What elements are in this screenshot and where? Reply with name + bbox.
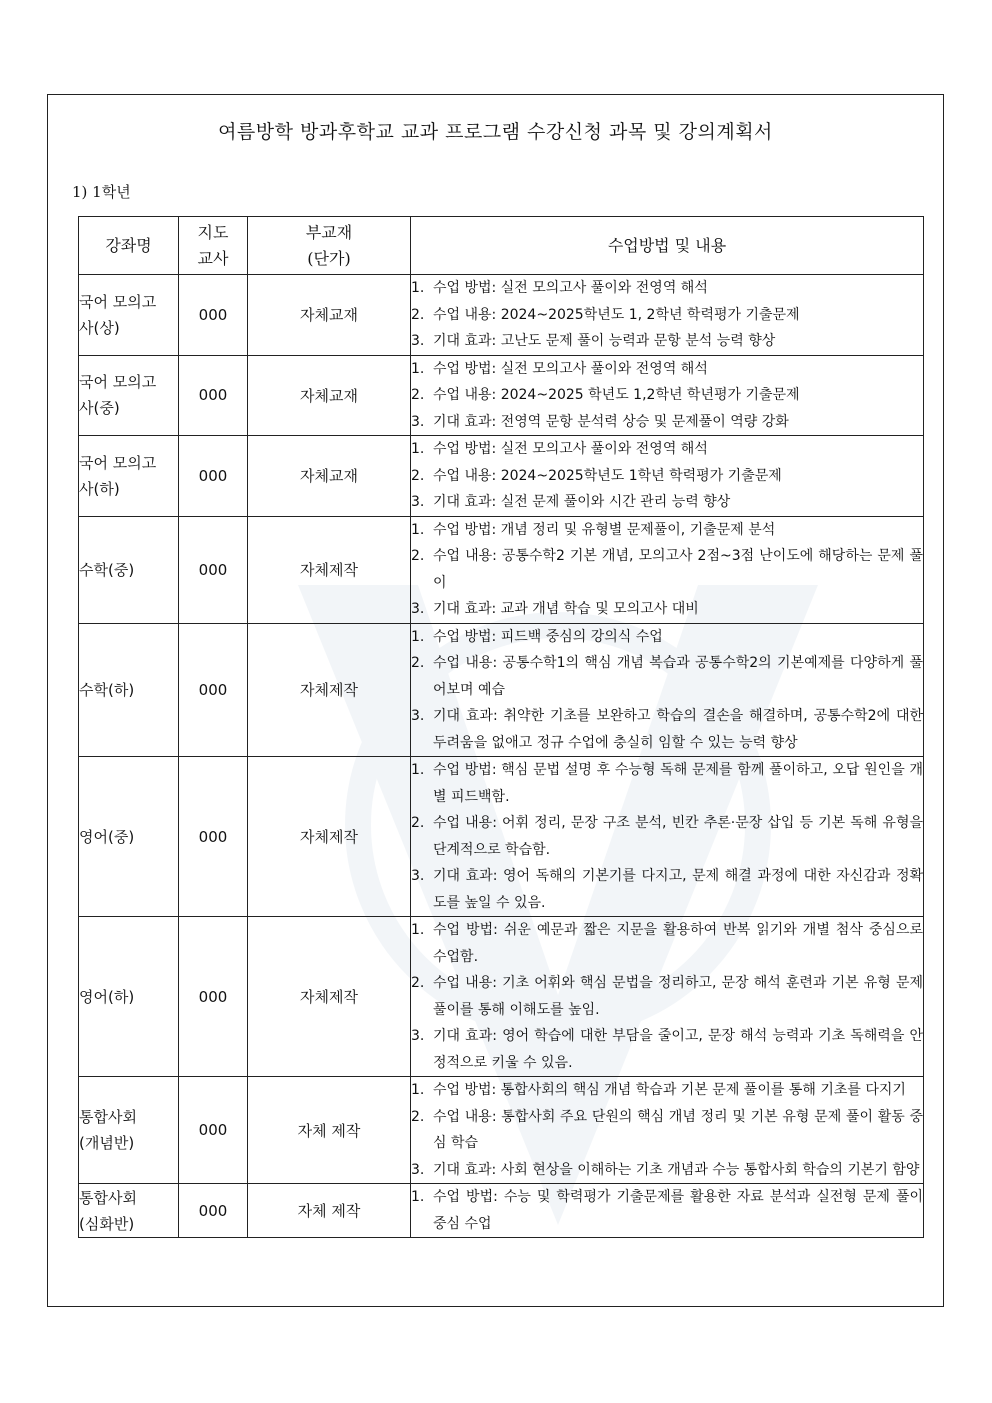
content-list (411, 917, 923, 1076)
course-name-line: 사(하) (79, 479, 120, 498)
document-title: 여름방학 방과후학교 교과 프로그램 수강신청 과목 및 강의계획서 (218, 121, 773, 143)
item-text: 수업 방법: 핵심 문법 설명 후 수능형 독해 문제를 함께 풀이하고, 오답 원인을 개별 피드백함. (433, 762, 923, 805)
content-list (411, 624, 923, 757)
teacher-cell: 000 (179, 917, 248, 1077)
item-number: 2. (411, 1108, 425, 1125)
item-text: 수업 방법: 개념 정리 및 유형별 문제풀이, 기출문제 분석 (433, 521, 776, 538)
item-number: 3. (411, 708, 425, 724)
teacher-cell: 000 (179, 355, 248, 436)
item-number: 2. (411, 815, 425, 831)
material-cell: 자체교재 (248, 275, 411, 356)
item-text: 기대 효과: 고난도 문제 풀이 능력과 문항 분석 능력 향상 (433, 333, 776, 349)
material-cell: 자체제작 (248, 516, 411, 623)
item-text: 수업 내용: 어휘 정리, 문장 구조 분석, 빈칸 추론·문장 삽입 등 기본 독해 유형을 단계적으로 학습함. (433, 815, 923, 858)
item-number: 2. (411, 975, 425, 991)
header-teacher: 지도 교사 (179, 217, 248, 275)
list-item (411, 517, 923, 544)
item-number: 3. (411, 413, 425, 430)
item-number: 3. (411, 1028, 425, 1044)
course-name-cell (79, 355, 179, 436)
item-number: 2. (411, 655, 425, 671)
content-list (411, 757, 923, 916)
item-text: 수업 내용: 2024~2025 학년도 1,2학년 학년평가 기출문제 (433, 387, 800, 403)
course-name-line: 국어 모의고 (79, 453, 157, 472)
item-text: 수업 내용: 공통수학1의 핵심 개념 복습과 공통수학2의 기본예제를 다양하게 풀어보며 예습 (433, 655, 923, 698)
table-row (79, 355, 924, 436)
list-item (411, 703, 923, 756)
course-name-cell (79, 757, 179, 917)
section-heading: 1) 1학년 (72, 183, 131, 201)
item-number: 1. (411, 1082, 425, 1098)
item-number: 1. (411, 1189, 425, 1205)
teacher-cell: 000 (179, 275, 248, 356)
course-name-line: 통합사회 (79, 1188, 137, 1207)
table-row (79, 1184, 924, 1238)
content-cell (411, 757, 924, 917)
list-item (411, 328, 923, 355)
course-name-line: 수학(하) (79, 680, 135, 699)
item-number: 1. (411, 628, 425, 645)
item-number: 1. (411, 360, 425, 377)
item-number: 3. (411, 601, 425, 617)
item-text: 기대 효과: 사회 현상을 이해하는 기초 개념과 수능 통합사회 학습의 기본기 함양 (433, 1161, 920, 1178)
item-number: 2. (411, 387, 425, 403)
list-item (411, 543, 923, 596)
list-item (411, 302, 923, 329)
list-item (411, 810, 923, 863)
teacher-cell: 000 (179, 516, 248, 623)
item-number: 3. (411, 868, 425, 884)
item-text: 수업 방법: 쉬운 예문과 짧은 지문을 활용하여 반복 읽기와 개별 첨삭 중심으로 수업함. (433, 922, 923, 965)
content-cell (411, 917, 924, 1077)
list-item (411, 409, 923, 436)
course-name-line: 영어(하) (79, 987, 135, 1006)
item-text: 기대 효과: 전영역 문항 분석력 상승 및 문제풀이 역량 강화 (433, 413, 789, 430)
course-name-cell (79, 1184, 179, 1238)
item-text: 수업 방법: 통합사회의 핵심 개념 학습과 기본 문제 풀이를 통해 기초를 다지기 (433, 1082, 906, 1098)
item-text: 기대 효과: 취약한 기초를 보완하고 학습의 결손을 해결하며, 공통수학2에 대한 두려움을 없애고 정규 수업에 충실히 임할 수 있는 능력 향상 (433, 708, 923, 751)
course-name-cell (79, 516, 179, 623)
course-plan-table (78, 216, 924, 1238)
course-name-line: 통합사회 (79, 1108, 137, 1126)
course-name-line: (심화반) (79, 1214, 135, 1233)
content-list (411, 436, 923, 516)
item-text: 기대 효과: 실전 문제 풀이와 시간 관리 능력 향상 (433, 494, 731, 510)
list-item (411, 1023, 923, 1076)
item-number: 2. (411, 306, 425, 323)
table-row (79, 275, 924, 356)
content-cell (411, 436, 924, 517)
list-item (411, 757, 923, 810)
list-item (411, 382, 923, 409)
content-list (411, 1077, 923, 1183)
item-text: 수업 방법: 피드백 중심의 강의식 수업 (433, 628, 663, 645)
table-row (79, 917, 924, 1077)
course-name-line: 국어 모의고 (79, 373, 157, 392)
material-cell: 자체제작 (248, 623, 411, 757)
item-text: 수업 내용: 2024~2025학년도 1학년 학력평가 기출문제 (433, 467, 782, 484)
item-text: 기대 효과: 영어 학습에 대한 부담을 줄이고, 문장 해석 능력과 기초 독해력을 안정적으로 키울 수 있음. (433, 1028, 923, 1071)
list-item (411, 1184, 923, 1237)
item-text: 수업 내용: 기초 어휘와 핵심 문법을 정리하고, 문장 해석 훈련과 기본 유형 문제 풀이를 통해 이해도를 높임. (433, 975, 923, 1018)
item-number: 1. (411, 762, 425, 778)
list-item (411, 917, 923, 970)
header-content: 수업방법 및 내용 (411, 217, 924, 275)
course-name-line: 영어(중) (79, 827, 135, 846)
course-name-cell (79, 436, 179, 517)
list-item (411, 863, 923, 916)
course-name-line: 사(중) (79, 399, 120, 418)
material-cell: 자체교재 (248, 355, 411, 436)
table-row (79, 436, 924, 517)
material-cell: 자체제작 (248, 757, 411, 917)
course-name-cell (79, 275, 179, 356)
list-item (411, 275, 923, 302)
item-text: 수업 내용: 2024~2025학년도 1, 2학년 학력평가 기출문제 (433, 306, 800, 323)
content-cell (411, 623, 924, 757)
list-item (411, 1104, 923, 1157)
list-item (411, 624, 923, 651)
list-item (411, 356, 923, 383)
item-number: 3. (411, 494, 425, 510)
content-list (411, 1184, 923, 1237)
list-item (411, 596, 923, 623)
content-list (411, 356, 923, 436)
header-material: 부교재 (단가) (248, 217, 411, 275)
teacher-cell: 000 (179, 436, 248, 517)
list-item (411, 463, 923, 490)
item-number: 3. (411, 1161, 425, 1178)
material-cell: 자체 제작 (248, 1077, 411, 1184)
content-cell (411, 355, 924, 436)
material-cell: 자체 제작 (248, 1184, 411, 1238)
list-item (411, 436, 923, 463)
item-number: 1. (411, 280, 425, 296)
table-body (79, 275, 924, 1238)
item-text: 수업 방법: 실전 모의고사 풀이와 전영역 해석 (433, 441, 708, 457)
item-text: 수업 내용: 통합사회 주요 단원의 핵심 개념 정리 및 기본 유형 문제 풀이 활동 중심 학습 (433, 1108, 923, 1151)
course-name-cell (79, 623, 179, 757)
table-row (79, 757, 924, 917)
item-number: 2. (411, 467, 425, 484)
content-list (411, 275, 923, 355)
content-cell (411, 1184, 924, 1238)
item-number: 1. (411, 922, 425, 938)
content-cell (411, 1077, 924, 1184)
course-name-cell (79, 917, 179, 1077)
item-number: 2. (411, 548, 425, 564)
document-frame (47, 94, 944, 1307)
item-text: 수업 방법: 실전 모의고사 풀이와 전영역 해석 (433, 360, 708, 377)
list-item (411, 650, 923, 703)
table-header-row (79, 217, 924, 275)
course-name-line: 국어 모의고 (79, 292, 157, 311)
table-row (79, 1077, 924, 1184)
content-cell (411, 516, 924, 623)
content-list (411, 517, 923, 623)
item-number: 1. (411, 521, 425, 538)
content-cell (411, 275, 924, 356)
list-item (411, 970, 923, 1023)
item-text: 수업 방법: 실전 모의고사 풀이와 전영역 해석 (433, 280, 708, 296)
material-cell: 자체제작 (248, 917, 411, 1077)
teacher-cell: 000 (179, 1184, 248, 1238)
item-text: 기대 효과: 영어 독해의 기본기를 다지고, 문제 해결 과정에 대한 자신감과 정확도를 높일 수 있음. (433, 868, 923, 911)
header-course-name: 강좌명 (79, 217, 179, 275)
teacher-cell: 000 (179, 623, 248, 757)
list-item (411, 1077, 923, 1104)
course-name-cell (79, 1077, 179, 1184)
course-name-line: 사(상) (79, 318, 120, 337)
course-name-line: (개념반) (79, 1134, 135, 1152)
teacher-cell: 000 (179, 1077, 248, 1184)
item-text: 기대 효과: 교과 개념 학습 및 모의고사 대비 (433, 601, 699, 617)
material-cell: 자체교재 (248, 436, 411, 517)
item-number: 1. (411, 441, 425, 457)
teacher-cell: 000 (179, 757, 248, 917)
item-number: 3. (411, 333, 425, 349)
item-text: 수업 내용: 공통수학2 기본 개념, 모의고사 2점~3점 난이도에 해당하는 문제 풀이 (433, 548, 923, 591)
list-item (411, 489, 923, 516)
list-item (411, 1157, 923, 1184)
course-name-line: 수학(중) (79, 560, 135, 579)
table-row (79, 623, 924, 757)
table-row (79, 516, 924, 623)
item-text: 수업 방법: 수능 및 학력평가 기출문제를 활용한 자료 분석과 실전형 문제 풀이 중심 수업 (433, 1189, 923, 1232)
